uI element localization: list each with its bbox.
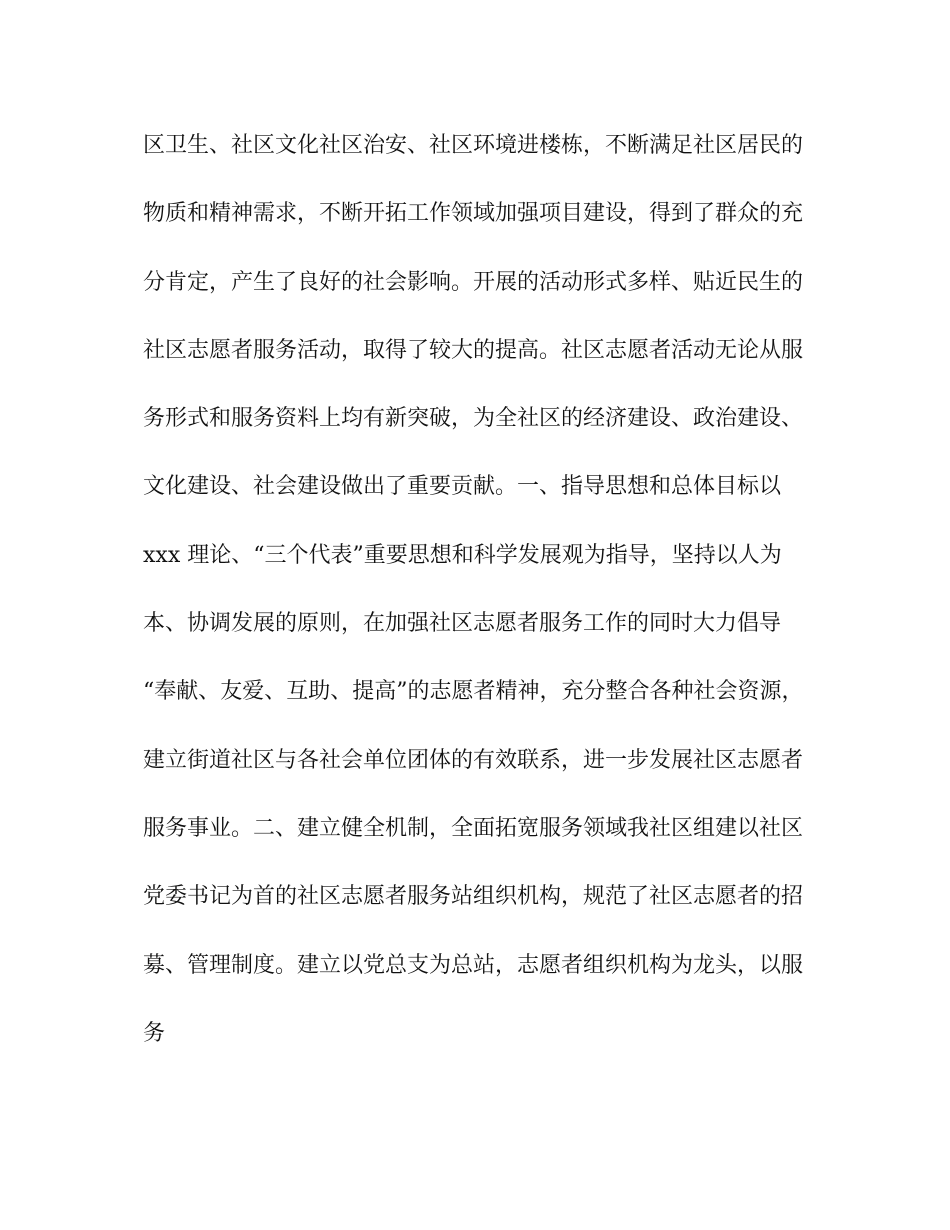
- text-line: 建立街道社区与各社会单位团体的有效联系，进一步发展社区志愿者: [143, 747, 804, 773]
- text-line: “奉献、友爱、互助、提高”的志愿者精神，充分整合各种社会资源，: [143, 679, 804, 705]
- text-line: 募、管理制度。建立以党总支为总站，志愿者组织机构为龙头，以服: [143, 952, 804, 978]
- text-line: 务: [143, 1020, 166, 1046]
- text-line: 物质和精神需求，不断开拓工作领域加强项目建设，得到了群众的充: [143, 201, 804, 227]
- text-line: 区卫生、社区文化社区治安、社区环境进楼栋，不断满足社区居民的: [143, 133, 804, 158]
- text-line: 务形式和服务资料上均有新突破，为全社区的经济建设、政治建设、: [143, 406, 804, 432]
- body-text: [143, 118, 823, 1074]
- text-line: 社区志愿者服务活动，取得了较大的提高。社区志愿者活动无论从服: [143, 337, 804, 363]
- text-line: xxx 理论、“三个代表”重要思想和科学发展观为指导，坚持以人为: [143, 542, 782, 568]
- text-line: 本、协调发展的原则，在加强社区志愿者服务工作的同时大力倡导: [143, 611, 782, 637]
- text-line: 文化建设、社会建设做出了重要贡献。一、指导思想和总体目标以: [143, 474, 782, 500]
- text-line: 党委书记为首的社区志愿者服务站组织机构，规范了社区志愿者的招: [143, 884, 804, 910]
- text-line: 服务事业。二、建立健全机制，全面拓宽服务领域我社区组建以社区: [143, 815, 804, 841]
- text-line: 分肯定，产生了良好的社会影响。开展的活动形式多样、贴近民生的: [143, 269, 804, 295]
